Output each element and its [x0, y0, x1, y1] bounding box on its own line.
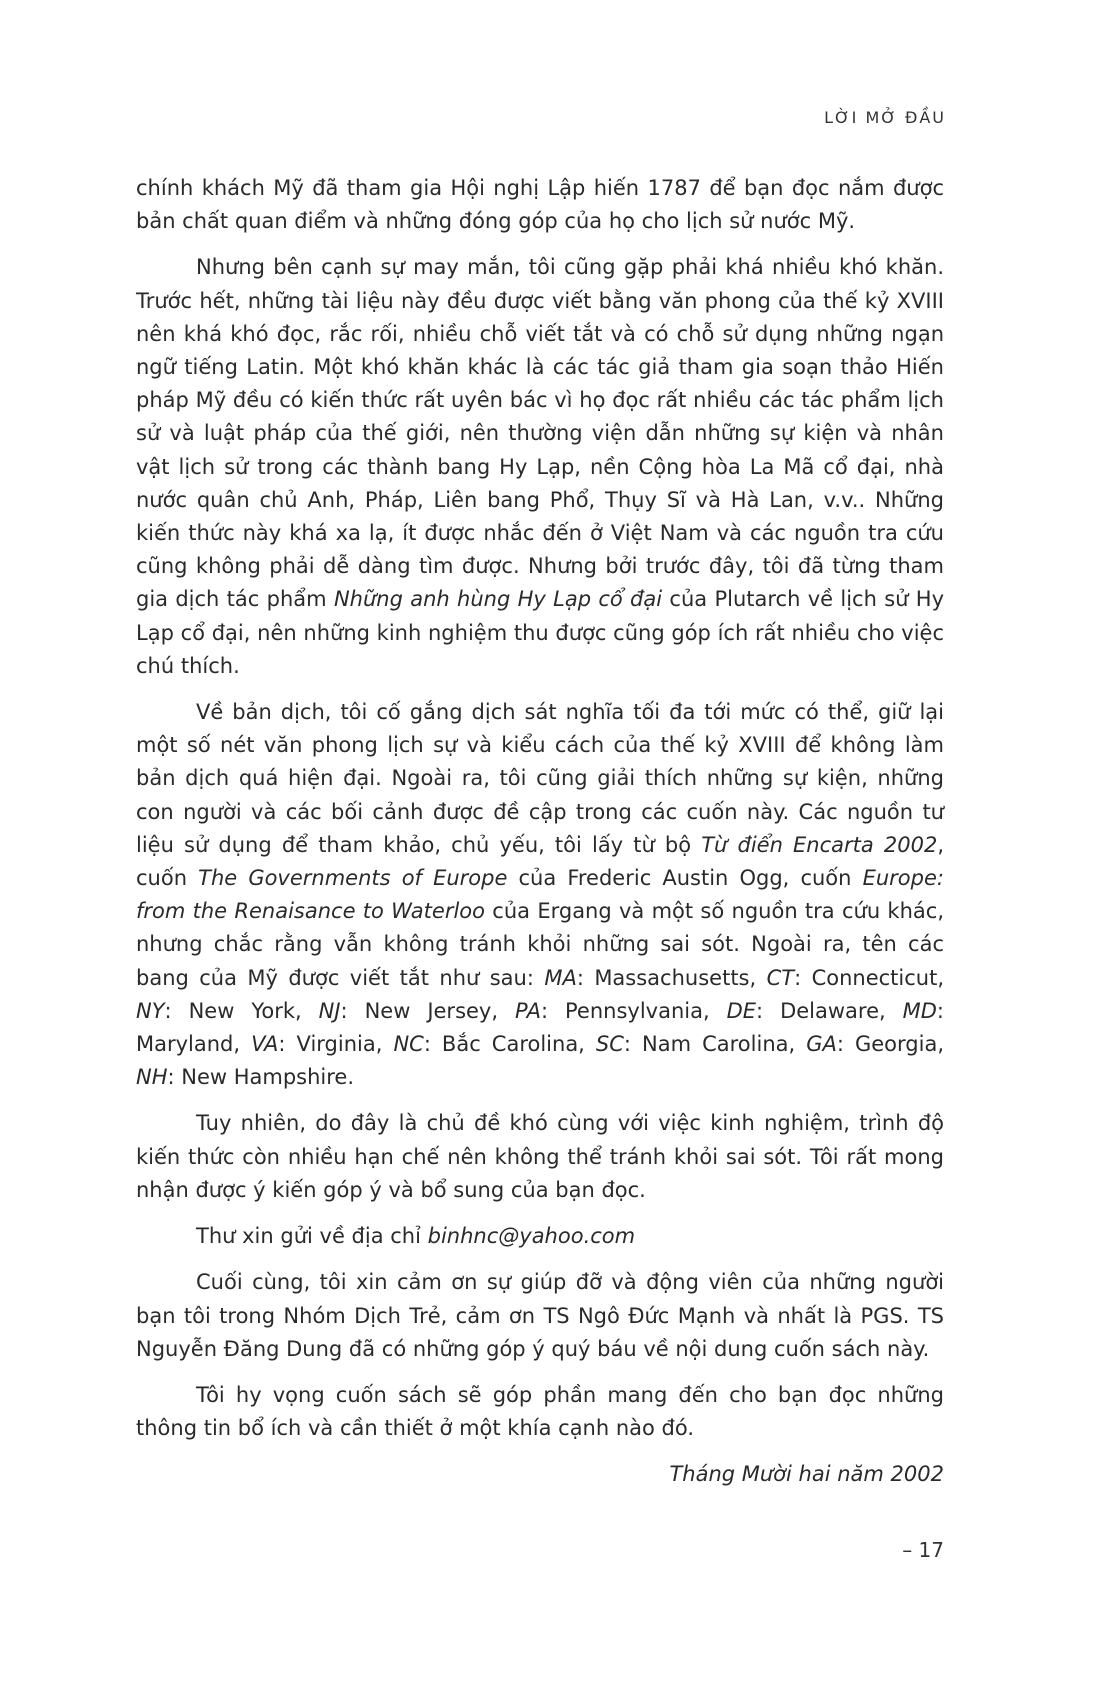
paragraph-3-text-b: , cuốn [136, 832, 944, 891]
state-name: : Maryland, [136, 998, 944, 1057]
state-code: MD [902, 998, 937, 1023]
contact-email: binhnc@yahoo.com [427, 1224, 636, 1249]
state-name: : Virginia, [278, 1032, 394, 1057]
paragraph-4: Tuy nhiên, do đây là chủ đề khó cùng với việc kinh nghiệm, trình độ kiến thức còn nhiều hạn chế nên không thể tránh khỏi sai sót. Tôi rất mong nhận được ý kiến góp ý và bổ sung của bạn đọc. [136, 1111, 944, 1202]
paragraph-7: Tôi hy vọng cuốn sách sẽ góp phần mang đến cho bạn đọc những thông tin bổ ích và cần thiết ở một khía cạnh nào đó. [136, 1382, 944, 1441]
state-code: VA [251, 1032, 279, 1057]
state-code: GA [806, 1032, 837, 1057]
signing-date: Tháng Mười hai năm 2002 [669, 1462, 944, 1487]
state-code: PA [514, 998, 541, 1023]
paragraph-3-text-c: của Frederic Austin Ogg, cuốn [507, 866, 863, 891]
state-code: NY [136, 998, 165, 1023]
state-name: : Connecticut, [794, 965, 945, 990]
page-number: – 17 [902, 1538, 944, 1562]
contact-text: Thư xin gửi về địa chỉ [196, 1224, 428, 1249]
book-title-heroes: Những anh hùng Hy Lạp cổ đại [333, 587, 663, 612]
paragraph-2 [136, 251, 944, 683]
paragraph-2-text-a: Nhưng bên cạnh sự may mắn, tôi cũng gặp phải khá nhiều khó khăn. Trước hết, những tài liệu này đều được viết bằng văn phong của thế kỷ XVIII nên khá khó đọc, rắc rối, nhiều chỗ viết tắt và có chỗ sử dụng những ngạn ngữ tiếng Latin. Một khó khăn khác là các tác giả tham gia soạn thảo Hiến pháp Mỹ đều có kiến thức rất uyên bác vì họ đọc rất nhiều các tác phẩm lịch sử và luật pháp của thế giới, nên thường viện dẫn những sự kiện và nhân vật lịch sử trong các thành bang Hy Lạp, nền Cộng hòa La Mã cổ đại, nhà nước quân chủ Anh, Pháp, Liên bang Phổ, Thụy Sĩ và Hà Lan, v.v.. Những kiến thức này khá xa lạ, ít được nhắc đến ở Việt Nam và các nguồn tra cứu cũng không phải dễ dàng tìm được. Nhưng bởi trước đây, tôi đã từng tham gia dịch tác phẩm [136, 255, 944, 612]
paragraph-3 [136, 696, 944, 1094]
state-code: CT [766, 965, 795, 990]
book-title-europe: Europe: from the Renaisance to Waterloo [136, 866, 944, 924]
paragraph-5 [136, 1220, 944, 1253]
state-name: : Massachusetts, [576, 965, 767, 990]
state-code: NC [393, 1032, 424, 1057]
state-name: : Delaware, [756, 998, 903, 1023]
state-code: DE [726, 998, 757, 1023]
paragraph-1: chính khách Mỹ đã tham gia Hội nghị Lập hiến 1787 để bạn đọc nắm được bản chất quan điểm và những đóng góp của họ cho lịch sử nước Mỹ. [136, 176, 944, 234]
running-header: LỜI MỞ ĐẦU [824, 108, 946, 127]
state-code: MA [544, 965, 577, 990]
book-title-encarta: Từ điển Encarta 2002 [701, 832, 938, 857]
state-name: : Bắc Carolina, [423, 1032, 596, 1057]
paragraph-3-text-d: của Ergang và một số nguồn tra cứu khác, nhưng chắc rằng vẫn không tránh khỏi những sai sót. Ngoài ra, tên các bang của Mỹ được viết tắt như sau: [136, 899, 944, 990]
state-name: : Georgia, [836, 1032, 944, 1057]
paragraph-3-text-a: Về bản dịch, tôi cố gắng dịch sát nghĩa tối đa tới mức có thể, giữ lại một số nét văn phong lịch sự và kiểu cách của thế kỷ XVIII để không làm bản dịch quá hiện đại. Ngoài ra, tôi cũng giải thích những sự kiện, những con người và các bối cảnh được đề cập trong các cuốn này. Các nguồn tư liệu sử dụng để tham khảo, chủ yếu, tôi lấy từ bộ [136, 700, 944, 857]
state-name: : New York, [164, 998, 319, 1023]
paragraph-6: Cuối cùng, tôi xin cảm ơn sự giúp đỡ và động viên của những người bạn tôi trong Nhóm Dịch Trẻ, cảm ơn TS Ngô Đức Mạnh và nhất là PGS. TS Nguyễn Đăng Dung đã có những góp ý quý báu về nội dung cuốn sách này. [136, 1270, 944, 1361]
state-name: : Nam Carolina, [623, 1032, 807, 1057]
paragraph-2-text-b: của Plutarch về lịch sử Hy Lạp cổ đại, nên những kinh nghiệm thu được cũng góp ích rất nhiều cho việc chú thích. [136, 587, 944, 678]
state-name: : Pennsylvania, [540, 998, 727, 1023]
state-code: SC [595, 1032, 624, 1057]
state-code: NJ [318, 998, 341, 1023]
body-text [136, 172, 944, 1505]
state-code: NH [136, 1065, 168, 1090]
state-name: : New Hampshire. [167, 1065, 355, 1090]
state-name: : New Jersey, [340, 998, 515, 1023]
book-title-governments: The Governments of Europe [198, 866, 508, 891]
